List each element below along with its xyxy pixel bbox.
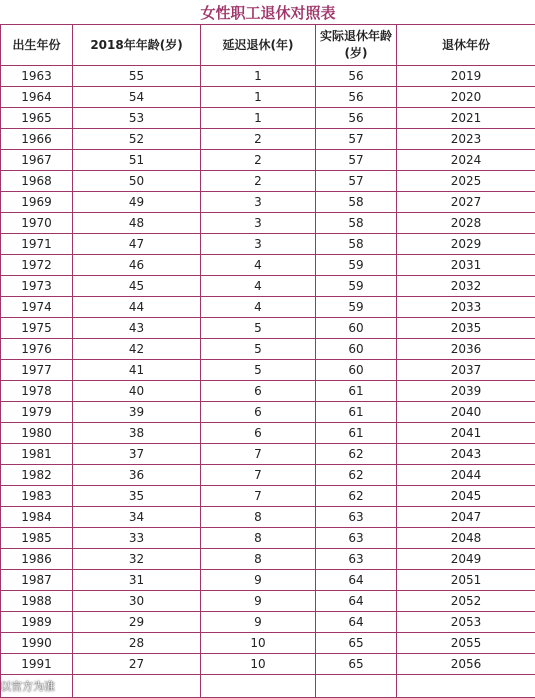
- cell-birth-year: 1973: [1, 276, 73, 297]
- cell-actual-age: 56: [316, 108, 397, 129]
- table-row: [1, 87, 535, 108]
- cell-delay-years: 3: [201, 234, 316, 255]
- cell-birth-year: 1968: [1, 171, 73, 192]
- table-row: [1, 549, 535, 570]
- cell-age-2018: 45: [73, 276, 201, 297]
- table-row: [1, 360, 535, 381]
- table-row: [1, 213, 535, 234]
- cell-age-2018: 50: [73, 171, 201, 192]
- cell-birth-year: 1982: [1, 465, 73, 486]
- cell-actual-age: 59: [316, 255, 397, 276]
- cell-actual-age: 63: [316, 507, 397, 528]
- cell-retire-year: 2043: [397, 444, 535, 465]
- cell-delay-years: 3: [201, 192, 316, 213]
- cell-retire-year: 2031: [397, 255, 535, 276]
- cell-actual-age: 60: [316, 339, 397, 360]
- cell-age-2018: 52: [73, 129, 201, 150]
- cell-actual-age: 61: [316, 381, 397, 402]
- cell-actual-age: 65: [316, 654, 397, 675]
- cell-birth-year: 1985: [1, 528, 73, 549]
- cell-birth-year: 1964: [1, 87, 73, 108]
- cell-birth-year: 1983: [1, 486, 73, 507]
- cell-age-2018: 54: [73, 87, 201, 108]
- table-row: [1, 318, 535, 339]
- table-row: [1, 339, 535, 360]
- cell-birth-year: 1971: [1, 234, 73, 255]
- table-row: [1, 276, 535, 297]
- cell-actual-age: 64: [316, 570, 397, 591]
- table-row: [1, 234, 535, 255]
- cell-actual-age: 62: [316, 465, 397, 486]
- cell-retire-year: 2021: [397, 108, 535, 129]
- header-actual-age: 实际退休年龄(岁): [316, 25, 397, 66]
- cell-age-2018: 38: [73, 423, 201, 444]
- cell-age-2018: 39: [73, 402, 201, 423]
- cell-retire-year: 2024: [397, 150, 535, 171]
- cell-retire-year: 2033: [397, 297, 535, 318]
- cell-actual-age: 56: [316, 87, 397, 108]
- table-row: [1, 129, 535, 150]
- cell-age-2018: 48: [73, 213, 201, 234]
- table-row: [1, 654, 535, 675]
- header-age-2018: 2018年年龄(岁): [73, 25, 201, 66]
- cell-delay-years: 8: [201, 528, 316, 549]
- cell-actual-age: 58: [316, 234, 397, 255]
- cell-retire-year: 2045: [397, 486, 535, 507]
- cell-delay-years: 9: [201, 612, 316, 633]
- cell-retire-year: 2047: [397, 507, 535, 528]
- cell-birth-year: 1981: [1, 444, 73, 465]
- table-row: [1, 465, 535, 486]
- table-row: [1, 528, 535, 549]
- cell-delay-years: 2: [201, 129, 316, 150]
- cell-delay-years: 6: [201, 402, 316, 423]
- cell-delay-years: 1: [201, 108, 316, 129]
- cell-birth-year: 1972: [1, 255, 73, 276]
- cell-retire-year: 2044: [397, 465, 535, 486]
- cell-delay-years: 7: [201, 465, 316, 486]
- cell-birth-year: 1986: [1, 549, 73, 570]
- cell-actual-age: 60: [316, 318, 397, 339]
- table-row: [1, 591, 535, 612]
- cell-age-2018: 33: [73, 528, 201, 549]
- cell-age-2018: 49: [73, 192, 201, 213]
- table-row: [1, 297, 535, 318]
- cell-birth-year: 1990: [1, 633, 73, 654]
- cell-delay-years: 7: [201, 444, 316, 465]
- cell-delay-years: 10: [201, 633, 316, 654]
- cell-delay-years: 4: [201, 297, 316, 318]
- empty-cell: [73, 675, 201, 698]
- table-title: 女性职工退休对照表: [1, 0, 535, 25]
- cell-age-2018: 28: [73, 633, 201, 654]
- table-row: [1, 108, 535, 129]
- cell-delay-years: 10: [201, 654, 316, 675]
- cell-age-2018: 32: [73, 549, 201, 570]
- cell-actual-age: 58: [316, 213, 397, 234]
- cell-delay-years: 2: [201, 150, 316, 171]
- cell-birth-year: 1970: [1, 213, 73, 234]
- cell-delay-years: 5: [201, 339, 316, 360]
- cell-age-2018: 55: [73, 66, 201, 87]
- cell-retire-year: 2048: [397, 528, 535, 549]
- empty-cell: [397, 675, 535, 698]
- cell-delay-years: 5: [201, 360, 316, 381]
- cell-retire-year: 2037: [397, 360, 535, 381]
- cell-age-2018: 36: [73, 465, 201, 486]
- table-row: [1, 444, 535, 465]
- cell-delay-years: 9: [201, 570, 316, 591]
- cell-birth-year: 1963: [1, 66, 73, 87]
- cell-retire-year: 2027: [397, 192, 535, 213]
- cell-actual-age: 57: [316, 150, 397, 171]
- cell-actual-age: 57: [316, 171, 397, 192]
- cell-actual-age: 61: [316, 423, 397, 444]
- cell-age-2018: 41: [73, 360, 201, 381]
- cell-birth-year: 1966: [1, 129, 73, 150]
- cell-delay-years: 1: [201, 87, 316, 108]
- table-row: [1, 381, 535, 402]
- watermark-text: 以官方为准: [0, 678, 55, 694]
- cell-delay-years: 8: [201, 507, 316, 528]
- cell-delay-years: 7: [201, 486, 316, 507]
- cell-delay-years: 5: [201, 318, 316, 339]
- cell-age-2018: 40: [73, 381, 201, 402]
- cell-age-2018: 30: [73, 591, 201, 612]
- cell-actual-age: 56: [316, 66, 397, 87]
- cell-retire-year: 2041: [397, 423, 535, 444]
- cell-retire-year: 2028: [397, 213, 535, 234]
- cell-retire-year: 2049: [397, 549, 535, 570]
- cell-age-2018: 27: [73, 654, 201, 675]
- cell-age-2018: 53: [73, 108, 201, 129]
- cell-birth-year: 1965: [1, 108, 73, 129]
- cell-retire-year: 2035: [397, 318, 535, 339]
- cell-birth-year: 1977: [1, 360, 73, 381]
- cell-age-2018: 51: [73, 150, 201, 171]
- cell-retire-year: 2020: [397, 87, 535, 108]
- cell-retire-year: 2025: [397, 171, 535, 192]
- cell-retire-year: 2039: [397, 381, 535, 402]
- cell-birth-year: 1987: [1, 570, 73, 591]
- cell-birth-year: 1974: [1, 297, 73, 318]
- cell-birth-year: 1980: [1, 423, 73, 444]
- table-row: [1, 507, 535, 528]
- cell-age-2018: 47: [73, 234, 201, 255]
- table-row: [1, 192, 535, 213]
- cell-delay-years: 6: [201, 423, 316, 444]
- cell-actual-age: 65: [316, 633, 397, 654]
- cell-retire-year: 2040: [397, 402, 535, 423]
- table-row: [1, 423, 535, 444]
- cell-retire-year: 2055: [397, 633, 535, 654]
- cell-actual-age: 60: [316, 360, 397, 381]
- header-birth-year: 出生年份: [1, 25, 73, 66]
- cell-actual-age: 59: [316, 297, 397, 318]
- cell-birth-year: 1969: [1, 192, 73, 213]
- table-row: [1, 150, 535, 171]
- cell-age-2018: 43: [73, 318, 201, 339]
- table-row: [1, 486, 535, 507]
- cell-retire-year: 2032: [397, 276, 535, 297]
- cell-age-2018: 42: [73, 339, 201, 360]
- empty-cell: [201, 675, 316, 698]
- cell-retire-year: 2051: [397, 570, 535, 591]
- cell-actual-age: 57: [316, 129, 397, 150]
- cell-delay-years: 2: [201, 171, 316, 192]
- cell-age-2018: 35: [73, 486, 201, 507]
- cell-retire-year: 2023: [397, 129, 535, 150]
- cell-age-2018: 37: [73, 444, 201, 465]
- table-row: [1, 402, 535, 423]
- cell-delay-years: 9: [201, 591, 316, 612]
- cell-birth-year: 1975: [1, 318, 73, 339]
- cell-birth-year: 1988: [1, 591, 73, 612]
- empty-cell: [316, 675, 397, 698]
- cell-actual-age: 61: [316, 402, 397, 423]
- table-row: [1, 171, 535, 192]
- cell-retire-year: 2036: [397, 339, 535, 360]
- cell-actual-age: 58: [316, 192, 397, 213]
- cell-birth-year: 1989: [1, 612, 73, 633]
- header-delay-years: 延迟退休(年): [201, 25, 316, 66]
- table-row: [1, 255, 535, 276]
- cell-actual-age: 63: [316, 549, 397, 570]
- table-row: [1, 633, 535, 654]
- header-retire-year: 退休年份: [397, 25, 535, 66]
- cell-birth-year: 1967: [1, 150, 73, 171]
- cell-age-2018: 44: [73, 297, 201, 318]
- cell-delay-years: 4: [201, 276, 316, 297]
- cell-delay-years: 4: [201, 255, 316, 276]
- cell-delay-years: 3: [201, 213, 316, 234]
- cell-age-2018: 29: [73, 612, 201, 633]
- cell-retire-year: 2053: [397, 612, 535, 633]
- cell-retire-year: 2056: [397, 654, 535, 675]
- cell-age-2018: 46: [73, 255, 201, 276]
- cell-age-2018: 34: [73, 507, 201, 528]
- cell-birth-year: 1976: [1, 339, 73, 360]
- cell-birth-year: 1978: [1, 381, 73, 402]
- cell-actual-age: 59: [316, 276, 397, 297]
- cell-actual-age: 64: [316, 591, 397, 612]
- cell-age-2018: 31: [73, 570, 201, 591]
- table-row: [1, 570, 535, 591]
- cell-delay-years: 1: [201, 66, 316, 87]
- cell-retire-year: 2029: [397, 234, 535, 255]
- cell-birth-year: 1984: [1, 507, 73, 528]
- cell-delay-years: 6: [201, 381, 316, 402]
- table-row: [1, 66, 535, 87]
- cell-birth-year: 1979: [1, 402, 73, 423]
- empty-cell: [1, 675, 73, 698]
- cell-actual-age: 63: [316, 528, 397, 549]
- cell-retire-year: 2052: [397, 591, 535, 612]
- cell-retire-year: 2019: [397, 66, 535, 87]
- cell-actual-age: 62: [316, 486, 397, 507]
- cell-birth-year: 1991: [1, 654, 73, 675]
- cell-actual-age: 64: [316, 612, 397, 633]
- table-row: [1, 612, 535, 633]
- cell-actual-age: 62: [316, 444, 397, 465]
- table-row-empty: [1, 675, 535, 698]
- cell-delay-years: 8: [201, 549, 316, 570]
